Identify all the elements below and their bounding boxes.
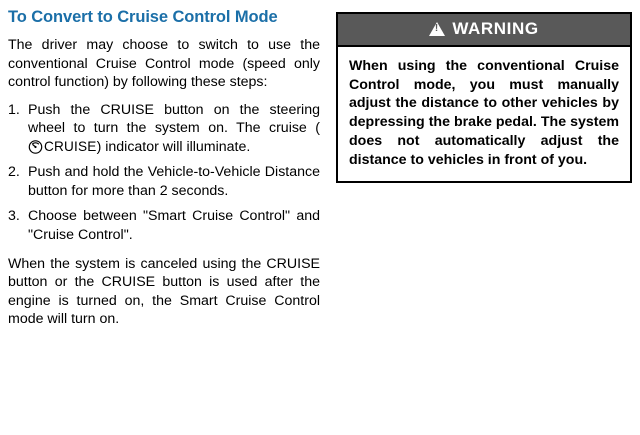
step-number: 1.: [8, 101, 20, 118]
left-column: [8, 8, 320, 338]
warning-header: [338, 14, 630, 47]
warning-box: [336, 12, 632, 183]
cruise-indicator-label: CRUISE: [44, 138, 97, 154]
warning-triangle-icon: [429, 22, 445, 36]
closing-paragraph: When the system is canceled using the CRUISE button or the CRUISE button is used after the engine is turned on, the Smart Cruise Control mode will turn on.: [8, 256, 320, 328]
list-item: [8, 207, 320, 244]
right-column: [336, 12, 632, 183]
warning-body-text: When using the conventional Cruise Control mode, you must manually adjust the distance to other vehicles by depressing the brake pedal. The system does not automatically adjust the distance to vehicles in front of you.: [349, 58, 619, 168]
intro-paragraph: The driver may choose to switch to use the conventional Cruise Control mode (speed only control function) by following these steps:: [8, 37, 320, 91]
step-text: Choose between "Smart Cruise Control" and "Cruise Control".: [28, 208, 320, 243]
cruise-indicator: [28, 138, 97, 156]
warning-heading-label: WARNING: [452, 19, 539, 38]
page-title: To Convert to Cruise Control Mode: [8, 8, 278, 26]
step-text-after: ) indicator will illuminate.: [96, 138, 251, 155]
steps-list: [8, 101, 320, 244]
list-item: [8, 163, 320, 200]
step-text: Push and hold the Vehicle-to-Vehicle Distance button for more than 2 seconds.: [28, 164, 320, 199]
step-text-before: Push the CRUISE button on the steering wheel to turn the system on. The cruise (: [28, 101, 320, 137]
step-number: 3.: [8, 208, 20, 225]
list-item: [8, 101, 320, 156]
cruise-speedometer-icon: [28, 140, 43, 154]
step-number: 2.: [8, 164, 20, 181]
